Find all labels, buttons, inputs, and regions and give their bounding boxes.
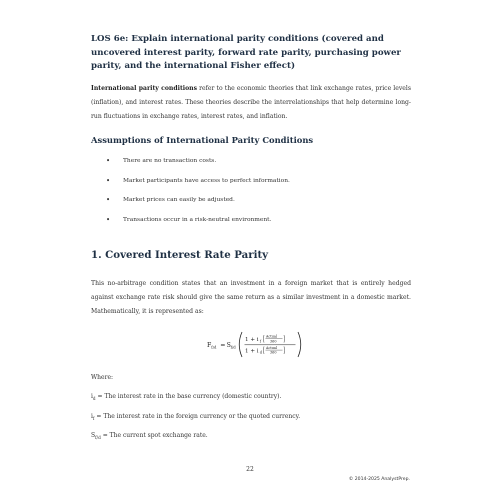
list-item: [91, 217, 411, 237]
definition-symbol: S: [91, 432, 96, 439]
formula-num-paren-open: [263, 335, 264, 343]
definition-symbol: i: [91, 413, 93, 420]
intro-paragraph: [91, 82, 411, 123]
bullet-icon: •: [106, 157, 111, 165]
definition-symbol: i: [91, 393, 93, 400]
formula-den-days: 360: [270, 350, 277, 355]
definition-text: = The current spot exchange rate.: [100, 432, 208, 439]
definition-spot-rate: [91, 432, 208, 440]
list-item: [91, 197, 411, 217]
formula-forward-sub: f/d: [211, 344, 217, 350]
formula-num-days: 360: [270, 339, 277, 344]
formula-left-paren: [239, 332, 242, 357]
list-item: [91, 158, 411, 178]
definition-text: = The interest rate in the base currency (domestic country).: [95, 393, 282, 400]
assumptions-heading: Assumptions of International Parity Conditions: [91, 135, 314, 145]
formula-numerator-sub: f: [259, 339, 261, 344]
bullet-icon: •: [106, 176, 111, 185]
bullet-icon: •: [106, 196, 111, 205]
formula-numerator: 1 + i: [245, 337, 259, 344]
formula-spot: S: [226, 342, 231, 349]
where-label: Where:: [91, 374, 114, 381]
section-heading: 1. Covered Interest Rate Parity: [91, 249, 269, 261]
formula-forward: F: [207, 342, 212, 349]
los-title: LOS 6e: Explain international parity conditions (covered and uncovered interest parity, forward rate parity, purchasing power parity, and the international Fisher effect): [91, 34, 401, 71]
formula-den-paren-open: [263, 346, 264, 354]
list-item: [91, 178, 411, 198]
definition-symbol-sub: d: [92, 396, 96, 402]
formula-den-paren-close: [284, 346, 285, 354]
definition-foreign-rate: [91, 413, 300, 421]
bullet-icon: •: [106, 216, 111, 225]
formula-denominator-sub: d: [259, 350, 262, 355]
definition-domestic-rate: [91, 393, 281, 401]
intro-term: International parity conditions: [91, 85, 197, 92]
formula-spot-sub: f/d: [230, 344, 236, 350]
definition-text: = The interest rate in the foreign currency or the quoted currency.: [94, 413, 301, 420]
section-paragraph: This no-arbitrage condition states that an investment in a foreign market that is entirely hedged against exchange rate risk should give the same return as a similar investment in a domestic market. Mathematically, it is represented as:: [91, 280, 411, 316]
formula-denominator: 1 + i: [245, 348, 259, 355]
page-number: 22: [246, 466, 254, 473]
covered-interest-parity-formula: [205, 327, 305, 361]
assumption-text: Market participants have access to perfect information.: [123, 177, 290, 184]
definition-symbol-sub: f/d: [95, 435, 101, 441]
copyright-notice: © 2014-2025 AnalystPrep.: [348, 477, 410, 482]
formula-num-actual: Actual: [266, 334, 277, 339]
assumptions-list: [91, 158, 411, 237]
formula-equals: =: [220, 342, 226, 349]
assumption-text: Transactions occur in a risk-neutral environment.: [123, 217, 272, 224]
assumption-text: Market prices can easily be adjusted.: [123, 197, 235, 204]
formula-right-paren: [298, 332, 301, 357]
intro-text: refer to the economic theories that link exchange rates, price levels (inflation), and interest rates. These theories describe the interrelationships that help determine long-run fluctuations in exchange rates, interest rates, and inflation.: [91, 85, 411, 120]
formula-num-paren-close: [284, 335, 285, 343]
assumption-text: There are no transaction costs.: [123, 158, 217, 164]
definition-symbol-sub: f: [92, 416, 95, 422]
formula-den-actual: Actual: [266, 346, 277, 350]
